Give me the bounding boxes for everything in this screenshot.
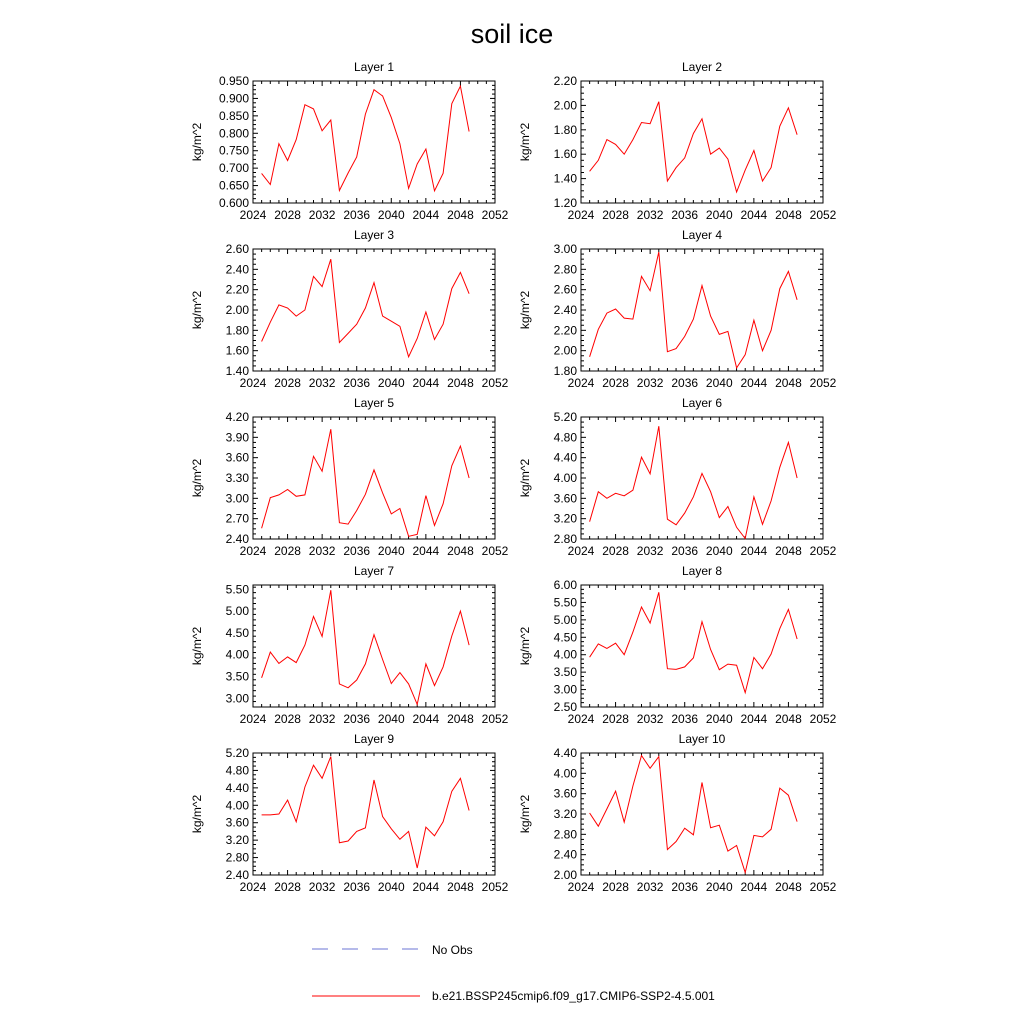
panel-layer-3: [190, 228, 509, 390]
x-tick-label: 2024: [567, 208, 595, 222]
y-tick-label: 0.600: [218, 196, 249, 210]
y-tick-label: 3.20: [553, 511, 577, 526]
y-tick-label: 4.20: [225, 410, 249, 424]
panel-title: Layer 5: [353, 396, 395, 410]
x-tick-label: 2032: [636, 544, 664, 558]
y-tick-label: 2.60: [225, 242, 249, 256]
y-axis-label: kg/m^2: [518, 794, 532, 834]
y-tick-label: 4.00: [553, 766, 577, 781]
x-tick-label: 2024: [567, 376, 595, 390]
series-line: [262, 86, 470, 191]
x-tick-label: 2052: [481, 712, 509, 726]
y-tick-label: 5.20: [225, 746, 249, 760]
x-tick-label: 2028: [602, 880, 629, 894]
x-tick-label: 2028: [602, 376, 629, 390]
y-tick-label: 5.50: [225, 582, 249, 597]
y-tick-label: 3.90: [225, 430, 249, 445]
panel-layer-8: [518, 564, 837, 726]
y-tick-label: 4.00: [225, 798, 249, 813]
x-tick-label: 2024: [239, 544, 267, 558]
y-axis-label: kg/m^2: [190, 290, 204, 330]
x-tick-label: 2044: [412, 880, 440, 894]
y-axis-label: kg/m^2: [190, 794, 204, 834]
y-tick-label: 5.00: [225, 604, 249, 619]
series-line: [262, 429, 470, 536]
x-tick-label: 2024: [239, 208, 267, 222]
x-tick-label: 2044: [412, 712, 440, 726]
y-tick-label: 3.20: [225, 833, 249, 848]
y-axis-label: kg/m^2: [190, 458, 204, 498]
x-tick-label: 2036: [671, 376, 699, 390]
plot-frame: [253, 417, 495, 539]
y-tick-label: 3.00: [553, 242, 577, 256]
y-tick-label: 2.20: [225, 282, 249, 297]
x-tick-label: 2040: [377, 880, 405, 894]
y-tick-label: 0.650: [218, 178, 249, 193]
x-tick-label: 2036: [343, 880, 371, 894]
y-tick-label: 0.850: [218, 108, 249, 123]
y-tick-label: 6.00: [553, 578, 577, 592]
y-axis-label: kg/m^2: [190, 626, 204, 666]
y-axis-label: kg/m^2: [518, 122, 532, 162]
y-tick-label: 2.20: [553, 323, 577, 338]
x-tick-label: 2040: [377, 544, 405, 558]
y-tick-label: 3.20: [553, 807, 577, 821]
x-tick-label: 2048: [447, 208, 474, 222]
y-tick-label: 0.800: [218, 126, 249, 141]
y-tick-label: 1.40: [225, 364, 249, 378]
figure-title: soil ice: [470, 19, 554, 49]
x-tick-label: 2048: [775, 208, 802, 222]
x-tick-label: 2028: [274, 880, 301, 894]
y-tick-label: 4.50: [553, 630, 577, 645]
panel-title: Layer 3: [353, 228, 395, 242]
y-tick-label: 1.60: [553, 147, 577, 162]
x-tick-label: 2052: [481, 544, 509, 558]
x-tick-label: 2032: [308, 376, 336, 390]
x-tick-label: 2048: [775, 712, 802, 726]
x-tick-label: 2036: [343, 376, 371, 390]
y-tick-label: 0.900: [218, 91, 249, 106]
y-tick-label: 3.00: [225, 691, 249, 706]
y-tick-label: 2.40: [553, 303, 577, 317]
series-line: [590, 756, 798, 873]
x-tick-label: 2044: [740, 376, 768, 390]
y-tick-label: 4.00: [553, 471, 577, 485]
x-tick-label: 2036: [343, 712, 371, 726]
y-tick-label: 1.80: [553, 364, 577, 378]
x-tick-label: 2048: [447, 544, 474, 558]
x-tick-label: 2028: [274, 544, 301, 558]
plot-frame: [253, 585, 495, 707]
x-tick-label: 2036: [343, 544, 371, 558]
x-tick-label: 2052: [481, 208, 509, 222]
y-tick-label: 4.40: [553, 746, 577, 760]
x-tick-label: 2024: [567, 712, 595, 726]
panel-title: Layer 8: [681, 564, 723, 578]
y-tick-label: 3.60: [225, 450, 249, 465]
y-tick-label: 2.40: [225, 532, 249, 546]
x-tick-label: 2044: [412, 376, 440, 390]
y-tick-label: 3.50: [553, 665, 577, 680]
x-tick-label: 2052: [809, 376, 837, 390]
x-tick-label: 2052: [809, 208, 837, 222]
panel-title: Layer 2: [681, 60, 723, 74]
y-tick-label: 1.60: [225, 343, 249, 358]
y-tick-label: 4.00: [225, 647, 249, 662]
x-tick-label: 2024: [567, 544, 595, 558]
x-tick-label: 2048: [447, 712, 474, 726]
panel-title: Layer 7: [353, 564, 395, 578]
panel-layer-5: [190, 396, 509, 558]
y-tick-label: 3.50: [225, 669, 249, 684]
y-tick-label: 4.40: [553, 450, 577, 465]
y-tick-label: 4.50: [225, 625, 249, 640]
y-tick-label: 4.80: [553, 430, 577, 445]
legend: [312, 943, 715, 1003]
y-axis-label: kg/m^2: [518, 626, 532, 666]
y-tick-label: 0.950: [218, 74, 249, 88]
y-tick-label: 3.60: [553, 491, 577, 506]
x-tick-label: 2048: [775, 544, 802, 558]
x-tick-label: 2044: [412, 208, 440, 222]
x-tick-label: 2048: [775, 376, 802, 390]
y-tick-label: 0.750: [218, 143, 249, 158]
x-tick-label: 2024: [239, 880, 267, 894]
series-line: [590, 426, 798, 538]
x-tick-label: 2044: [740, 208, 768, 222]
y-tick-label: 3.00: [553, 682, 577, 697]
panel-layer-1: [190, 60, 509, 222]
y-tick-label: 3.60: [553, 786, 577, 801]
y-tick-label: 5.20: [553, 410, 577, 424]
y-tick-label: 2.40: [225, 868, 249, 882]
x-tick-label: 2044: [412, 544, 440, 558]
x-tick-label: 2052: [481, 880, 509, 894]
plot-frame: [581, 417, 823, 539]
x-tick-label: 2028: [602, 544, 629, 558]
y-tick-label: 1.80: [553, 122, 577, 137]
x-tick-label: 2032: [636, 376, 664, 390]
x-tick-label: 2052: [809, 880, 837, 894]
x-tick-label: 2048: [447, 880, 474, 894]
y-tick-label: 2.80: [553, 262, 577, 277]
x-tick-label: 2028: [274, 376, 301, 390]
panel-layer-6: [518, 396, 837, 558]
x-tick-label: 2028: [274, 208, 301, 222]
x-tick-label: 2044: [740, 544, 768, 558]
x-tick-label: 2036: [671, 208, 699, 222]
x-tick-label: 2052: [809, 712, 837, 726]
x-tick-label: 2040: [705, 544, 733, 558]
x-tick-label: 2048: [775, 880, 802, 894]
x-tick-label: 2028: [602, 712, 629, 726]
series-line: [590, 252, 798, 368]
x-tick-label: 2028: [602, 208, 629, 222]
y-axis-label: kg/m^2: [518, 458, 532, 498]
panel-layer-7: [190, 564, 509, 726]
panel-layer-4: [518, 228, 837, 390]
x-tick-label: 2044: [740, 712, 768, 726]
x-tick-label: 2040: [705, 712, 733, 726]
y-tick-label: 2.80: [553, 532, 577, 546]
x-tick-label: 2052: [481, 376, 509, 390]
y-tick-label: 2.80: [553, 827, 577, 842]
panel-title: Layer 9: [353, 732, 395, 746]
panel-layer-2: [518, 60, 837, 222]
y-tick-label: 5.00: [553, 612, 577, 627]
y-tick-label: 2.00: [225, 303, 249, 317]
x-tick-label: 2032: [308, 544, 336, 558]
series-line: [590, 102, 798, 192]
x-tick-label: 2036: [343, 208, 371, 222]
y-tick-label: 2.00: [553, 868, 577, 882]
plot-frame: [581, 753, 823, 875]
y-tick-label: 1.80: [225, 323, 249, 338]
y-tick-label: 3.00: [225, 491, 249, 506]
series-line: [262, 259, 470, 357]
y-tick-label: 5.50: [553, 595, 577, 610]
legend-model-label: b.e21.BSSP245cmip6.f09_g17.CMIP6-SSP2-4.5.001: [432, 989, 715, 1003]
panel-title: Layer 4: [681, 228, 723, 242]
x-tick-label: 2024: [239, 712, 267, 726]
x-tick-label: 2032: [636, 712, 664, 726]
x-tick-label: 2024: [239, 376, 267, 390]
y-tick-label: 2.60: [553, 282, 577, 297]
panels-grid: [190, 60, 837, 894]
x-tick-label: 2040: [377, 208, 405, 222]
y-tick-label: 4.00: [553, 647, 577, 662]
series-line: [590, 592, 798, 692]
panel-title: Layer 10: [678, 732, 726, 746]
x-tick-label: 2036: [671, 544, 699, 558]
y-tick-label: 2.00: [553, 98, 577, 113]
x-tick-label: 2028: [274, 712, 301, 726]
x-tick-label: 2040: [377, 376, 405, 390]
y-tick-label: 1.40: [553, 171, 577, 186]
panel-title: Layer 1: [353, 60, 395, 74]
plot-frame: [581, 249, 823, 371]
panel-layer-9: [190, 732, 509, 894]
x-tick-label: 2040: [377, 712, 405, 726]
x-tick-label: 2048: [447, 376, 474, 390]
series-line: [262, 757, 470, 869]
x-tick-label: 2036: [671, 712, 699, 726]
y-tick-label: 2.80: [225, 850, 249, 865]
x-tick-label: 2040: [705, 880, 733, 894]
x-tick-label: 2044: [740, 880, 768, 894]
panel-layer-10: [518, 732, 837, 894]
x-tick-label: 2052: [809, 544, 837, 558]
y-tick-label: 2.70: [225, 511, 249, 526]
plot-frame: [253, 753, 495, 875]
x-tick-label: 2032: [308, 880, 336, 894]
y-tick-label: 4.80: [225, 763, 249, 778]
panel-title: Layer 6: [681, 396, 723, 410]
plot-frame: [581, 81, 823, 203]
y-tick-label: 2.20: [553, 74, 577, 88]
y-tick-label: 1.20: [553, 196, 577, 210]
x-tick-label: 2032: [636, 880, 664, 894]
series-line: [262, 590, 470, 704]
y-tick-label: 3.60: [225, 815, 249, 830]
x-tick-label: 2024: [567, 880, 595, 894]
y-axis-label: kg/m^2: [190, 122, 204, 162]
y-tick-label: 2.40: [553, 847, 577, 862]
legend-no-obs-label: No Obs: [432, 943, 473, 957]
y-tick-label: 2.00: [553, 343, 577, 358]
x-tick-label: 2032: [308, 208, 336, 222]
y-axis-label: kg/m^2: [518, 290, 532, 330]
y-tick-label: 2.40: [225, 262, 249, 277]
y-tick-label: 2.50: [553, 700, 577, 714]
x-tick-label: 2040: [705, 376, 733, 390]
x-tick-label: 2036: [671, 880, 699, 894]
y-tick-label: 3.30: [225, 471, 249, 485]
x-tick-label: 2032: [636, 208, 664, 222]
y-tick-label: 0.700: [218, 161, 249, 176]
x-tick-label: 2032: [308, 712, 336, 726]
x-tick-label: 2040: [705, 208, 733, 222]
y-tick-label: 4.40: [225, 780, 249, 795]
plot-frame: [253, 81, 495, 203]
